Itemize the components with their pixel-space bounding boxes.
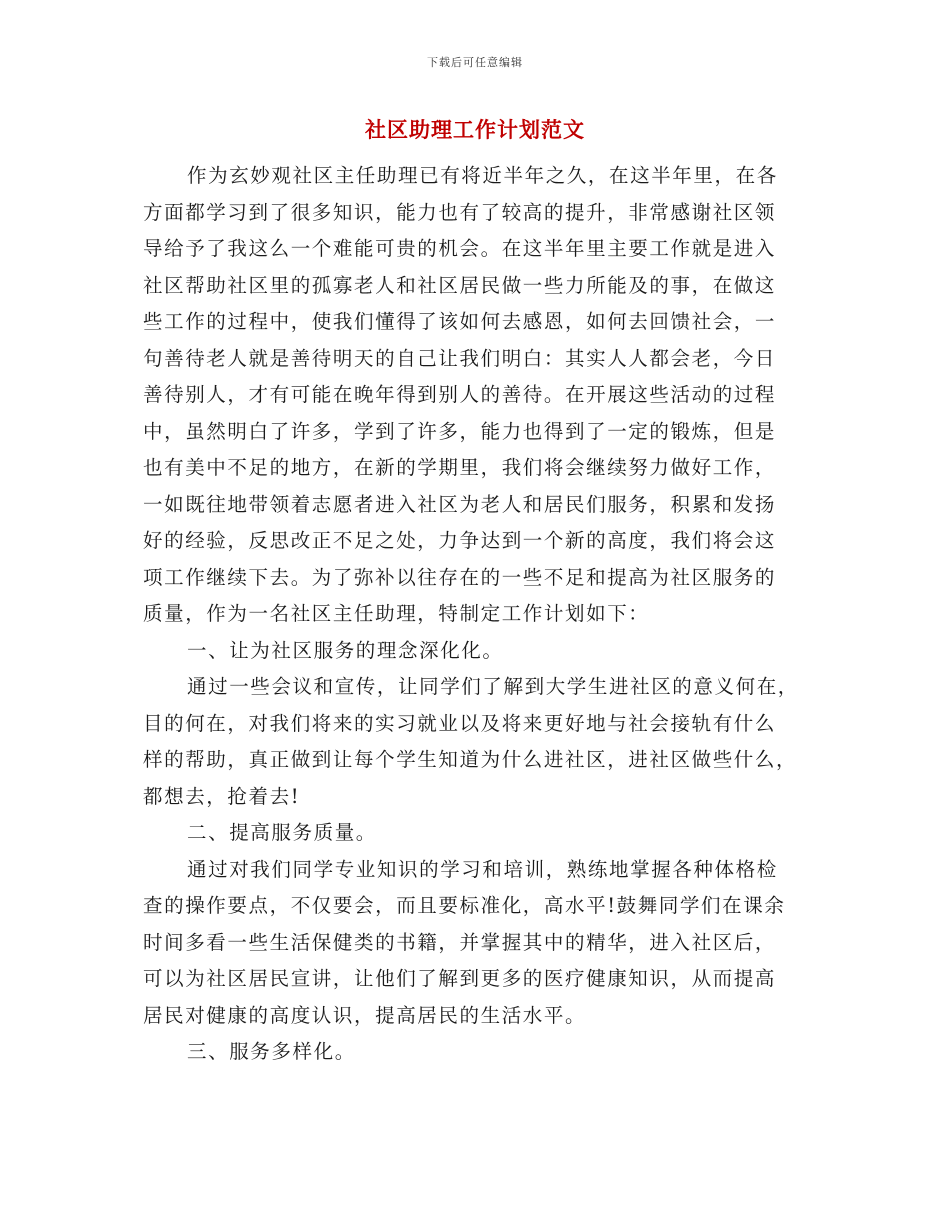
- paragraph-line: 好的经验，反思改正不足之处，力争达到一个新的高度，我们将会这: [143, 529, 777, 552]
- paragraph-line: 作为玄妙观社区主任助理已有将近半年之久，在这半年里，在各: [187, 164, 778, 187]
- paragraph-line: 目的何在，对我们将来的实习就业以及将来更好地与社会接轨有什么: [143, 711, 777, 735]
- paragraph-line: 时间多看一些生活保健类的书籍，并掌握其中的精华，进入社区后，: [143, 930, 777, 954]
- paragraph-line: 通过一些会议和宣传，让同学们了解到大学生进社区的意义何在，: [187, 675, 799, 698]
- section-heading: 三、服务多样化。: [187, 1040, 356, 1063]
- header-note: 下载后可任意编辑: [427, 56, 523, 69]
- section-heading: 二、提高服务质量。: [187, 821, 377, 844]
- paragraph-line: 些工作的过程中，使我们懂得了该如何去感恩，如何去回馈社会，一: [143, 310, 777, 333]
- paragraph-line: 居民对健康的高度认识，提高居民的生活水平。: [143, 1003, 587, 1027]
- paragraph-line: 查的操作要点，不仅要会，而且要标准化，高水平!鼓舞同学们在课余: [143, 894, 786, 917]
- paragraph-line: 方面都学习到了很多知识，能力也有了较高的提升，非常感谢社区领: [143, 200, 777, 224]
- paragraph-line: 中，虽然明白了许多，学到了许多，能力也得到了一定的锻炼，但是: [143, 419, 777, 443]
- paragraph-line: 项工作继续下去。为了弥补以往存在的一些不足和提高为社区服务的: [143, 565, 777, 589]
- paragraph-line: 社区帮助社区里的孤寡老人和社区居民做一些力所能及的事，在做这: [143, 273, 777, 297]
- paragraph-line: 可以为社区居民宣讲，让他们了解到更多的医疗健康知识，从而提高: [143, 967, 777, 990]
- section-heading: 一、让为社区服务的理念深化化。: [187, 638, 504, 662]
- paragraph-line: 句善待老人就是善待明天的自己让我们明白：其实人人都会老，今日: [143, 346, 777, 370]
- paragraph-line: 导给予了我这么一个难能可贵的机会。在这半年里主要工作就是进入: [143, 237, 777, 260]
- document-title: 社区助理工作计划范文: [365, 117, 585, 142]
- paragraph-line: 质量，作为一名社区主任助理，特制定工作计划如下：: [143, 602, 650, 625]
- document-body: [143, 158, 803, 1071]
- paragraph-line: 通过对我们同学专业知识的学习和培训，熟练地掌握各种体格检: [187, 857, 778, 881]
- paragraph-line: 也有美中不足的地方，在新的学期里，我们将会继续努力做好工作，: [143, 456, 777, 479]
- paragraph-line: 都想去，抢着去!: [143, 784, 301, 808]
- paragraph-line: 样的帮助，真正做到让每个学生知道为什么进社区，进社区做些什么，: [143, 748, 798, 771]
- paragraph-line: 善待别人，才有可能在晚年得到别人的善待。在开展这些活动的过程: [143, 383, 777, 406]
- paragraph-line: 一如既往地带领着志愿者进入社区为老人和居民们服务，积累和发扬: [143, 492, 777, 516]
